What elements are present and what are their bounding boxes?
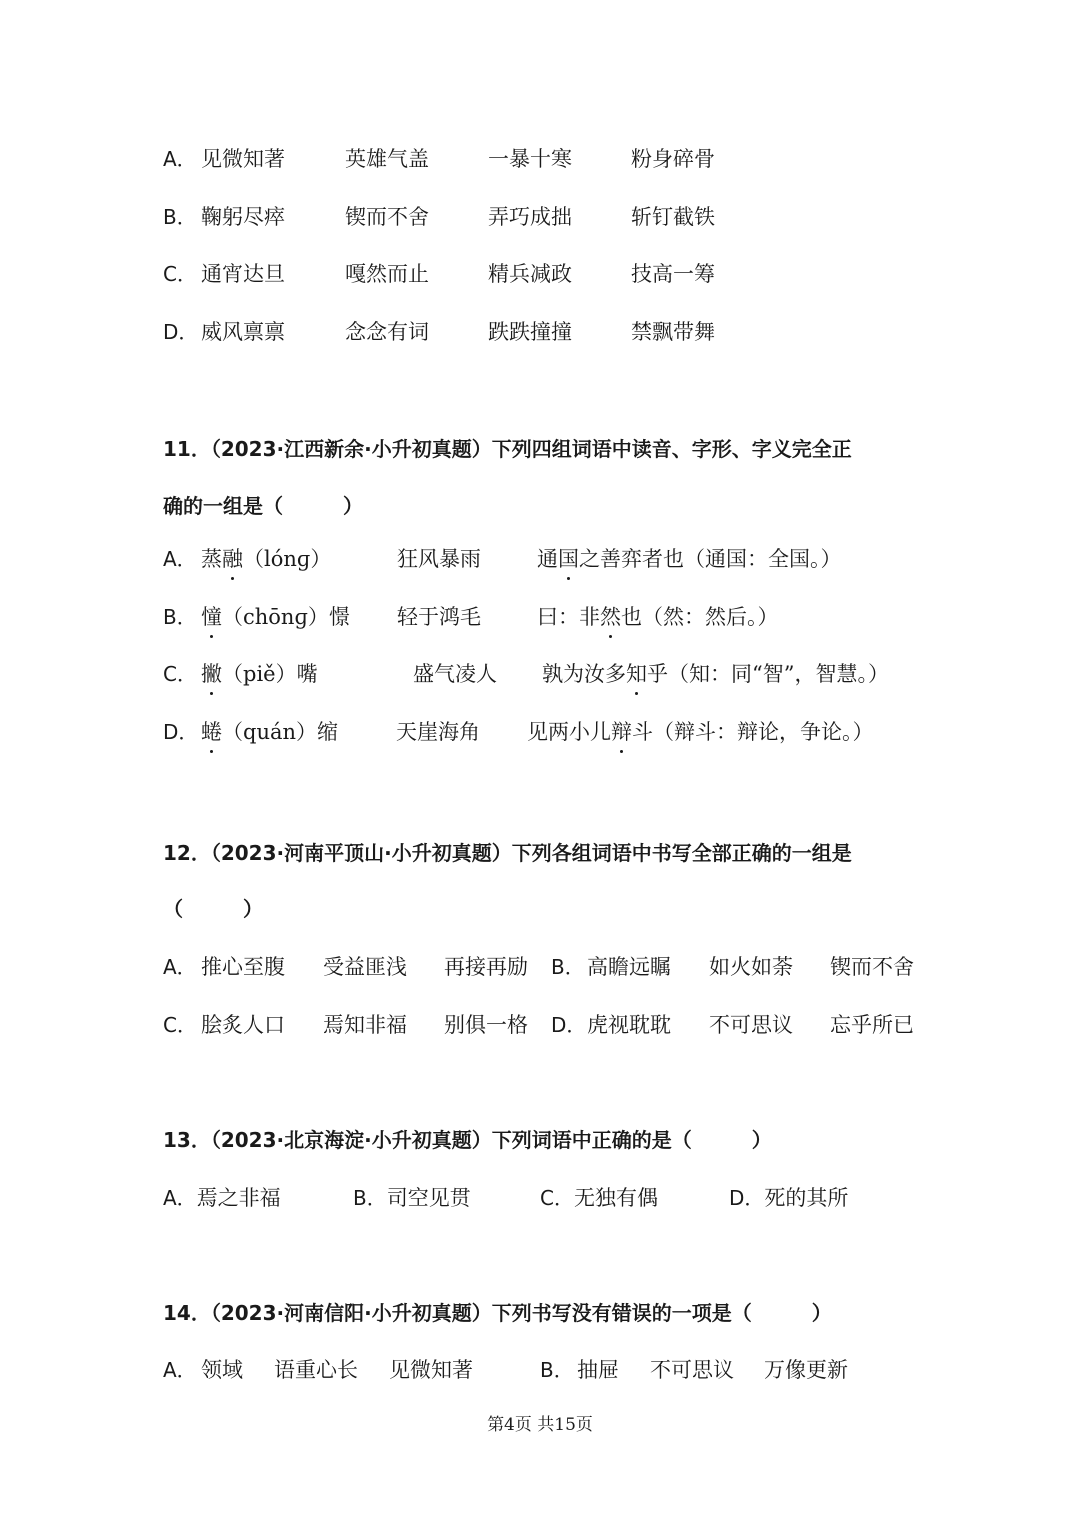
q13-option-c <box>540 1180 658 1216</box>
idiom: 锲而不舍 <box>345 205 429 229</box>
q11-stem-line1 <box>163 431 852 467</box>
word-with-pinyin <box>201 714 338 750</box>
option-label: D． <box>551 1013 587 1037</box>
option-label: A． <box>163 1358 197 1382</box>
word: 领域 <box>201 1358 243 1382</box>
question-stem: （2023·江西新余·小升初真题）下列四组词语中读音、字形、字义完全正 <box>210 437 852 461</box>
question-stem: （2023·河南信阳·小升初真题）下列书写没有错误的一项是（ ） <box>210 1301 832 1325</box>
option-label: B． <box>163 205 197 229</box>
idiom: 禁飘带舞 <box>631 320 715 344</box>
idiom: 再接再励 <box>444 955 528 979</box>
q12-stem-line2: （ ） <box>163 897 263 921</box>
question-stem: （2023·河南平顶山·小升初真题）下列各组词语中书写全部正确的一组是 <box>210 841 852 865</box>
idiom: 高瞻远瞩 <box>587 955 671 979</box>
idiom: 轻于鸿毛 <box>397 605 481 629</box>
idiom: 通宵达旦 <box>201 262 285 286</box>
option-label: D． <box>163 320 199 344</box>
q13-option-d <box>729 1180 848 1216</box>
idiom: 锲而不舍 <box>830 955 914 979</box>
option-label: B． <box>551 955 585 979</box>
sentence-part: 也（然：然后。） <box>621 605 779 629</box>
dotted-char: 国 <box>558 541 579 577</box>
idiom: 精兵减政 <box>488 262 572 286</box>
word: 不可思议 <box>650 1358 734 1382</box>
idiom: 盛气凌人 <box>413 662 497 686</box>
word-part: （piě）嘴 <box>222 662 318 686</box>
option-label: B． <box>163 605 197 629</box>
idiom: 狂风暴雨 <box>397 547 481 571</box>
dotted-char: 撇 <box>201 656 222 692</box>
option-label: C． <box>163 262 197 286</box>
question-number: 13． <box>163 1128 211 1152</box>
word-with-pinyin <box>201 656 318 692</box>
dotted-char: 知 <box>626 656 647 692</box>
question-number: 11． <box>163 437 211 461</box>
word-part: 蒸 <box>201 547 222 571</box>
sentence-part: 乎（知：同“智”，智慧。） <box>647 662 889 686</box>
option-label: C． <box>163 662 197 686</box>
idiom: 跌跌撞撞 <box>488 320 572 344</box>
sentence <box>537 541 842 577</box>
word-part: （quán）缩 <box>222 720 339 744</box>
word: 抽屉 <box>577 1358 619 1382</box>
idiom: 脍炙人口 <box>201 1013 285 1037</box>
idiom: 英雄气盖 <box>345 147 429 171</box>
idiom: 天崖海角 <box>396 720 480 744</box>
sentence <box>542 656 889 692</box>
idiom: 鞠躬尽瘁 <box>201 205 285 229</box>
idiom: 技高一筹 <box>631 262 715 286</box>
word-part: （chōnɡ）憬 <box>222 605 350 629</box>
sentence-part: 见两小儿 <box>527 720 611 744</box>
option-text: 司空见贯 <box>386 1186 471 1210</box>
dotted-char: 憧 <box>201 599 222 635</box>
option-text: 无独有偶 <box>573 1186 658 1210</box>
idiom: 忘乎所已 <box>830 1013 914 1037</box>
dotted-char: 辩 <box>611 714 632 750</box>
q13-stem <box>163 1122 772 1158</box>
dotted-char: 融 <box>222 541 243 577</box>
sentence-part: 曰：非 <box>537 605 600 629</box>
idiom: 粉身碎骨 <box>631 147 715 171</box>
idiom: 焉知非福 <box>323 1013 407 1037</box>
word: 语重心长 <box>274 1358 358 1382</box>
idiom: 一暴十寒 <box>488 147 572 171</box>
question-stem: （2023·北京海淀·小升初真题）下列词语中正确的是（ ） <box>210 1128 772 1152</box>
option-label: C． <box>163 1013 197 1037</box>
option-label: B． <box>353 1186 387 1210</box>
idiom: 如火如荼 <box>709 955 793 979</box>
q11-stem-line2: 确的一组是（ ） <box>163 494 363 518</box>
dotted-char: 然 <box>600 599 621 635</box>
word: 见微知著 <box>389 1358 473 1382</box>
page-footer: 第4页 共15页 <box>487 1415 593 1435</box>
option-label: A． <box>163 955 197 979</box>
idiom: 推心至腹 <box>201 955 285 979</box>
dotted-char: 蜷 <box>201 714 222 750</box>
word: 万像更新 <box>764 1358 848 1382</box>
sentence-part: 斗（辩斗：辩论，争论。） <box>632 720 874 744</box>
idiom: 威风禀禀 <box>201 320 285 344</box>
option-text: 死的其所 <box>764 1186 849 1210</box>
option-text: 焉之非福 <box>196 1186 281 1210</box>
idiom: 弄巧成拙 <box>488 205 572 229</box>
sentence <box>537 599 779 635</box>
idiom: 别俱一格 <box>444 1013 528 1037</box>
idiom: 虎视耽耽 <box>587 1013 671 1037</box>
word-with-pinyin <box>201 541 331 577</box>
idiom: 念念有词 <box>345 320 429 344</box>
idiom: 受益匪浅 <box>323 955 407 979</box>
q13-option-a <box>163 1180 281 1216</box>
option-label: D． <box>163 720 199 744</box>
idiom: 嘎然而止 <box>345 262 429 286</box>
q14-stem <box>163 1295 832 1331</box>
q12-stem-line1 <box>163 835 852 871</box>
option-label: B． <box>540 1358 574 1382</box>
sentence-part: 孰为汝多 <box>542 662 626 686</box>
option-label: A． <box>163 147 197 171</box>
option-label: A． <box>163 1186 197 1210</box>
idiom: 斩钉截铁 <box>631 205 715 229</box>
sentence-part: 通 <box>537 547 558 571</box>
option-label: C． <box>540 1186 574 1210</box>
option-label: D． <box>729 1186 765 1210</box>
word-with-pinyin <box>201 599 350 635</box>
option-label: A． <box>163 547 197 571</box>
question-number: 12． <box>163 841 211 865</box>
question-number: 14． <box>163 1301 211 1325</box>
q13-option-b <box>353 1180 471 1216</box>
sentence <box>527 714 874 750</box>
idiom: 见微知著 <box>201 147 285 171</box>
sentence-part: 之善弈者也（通国：全国。） <box>579 547 842 571</box>
idiom: 不可思议 <box>709 1013 793 1037</box>
word-part: （lónɡ） <box>243 547 332 571</box>
